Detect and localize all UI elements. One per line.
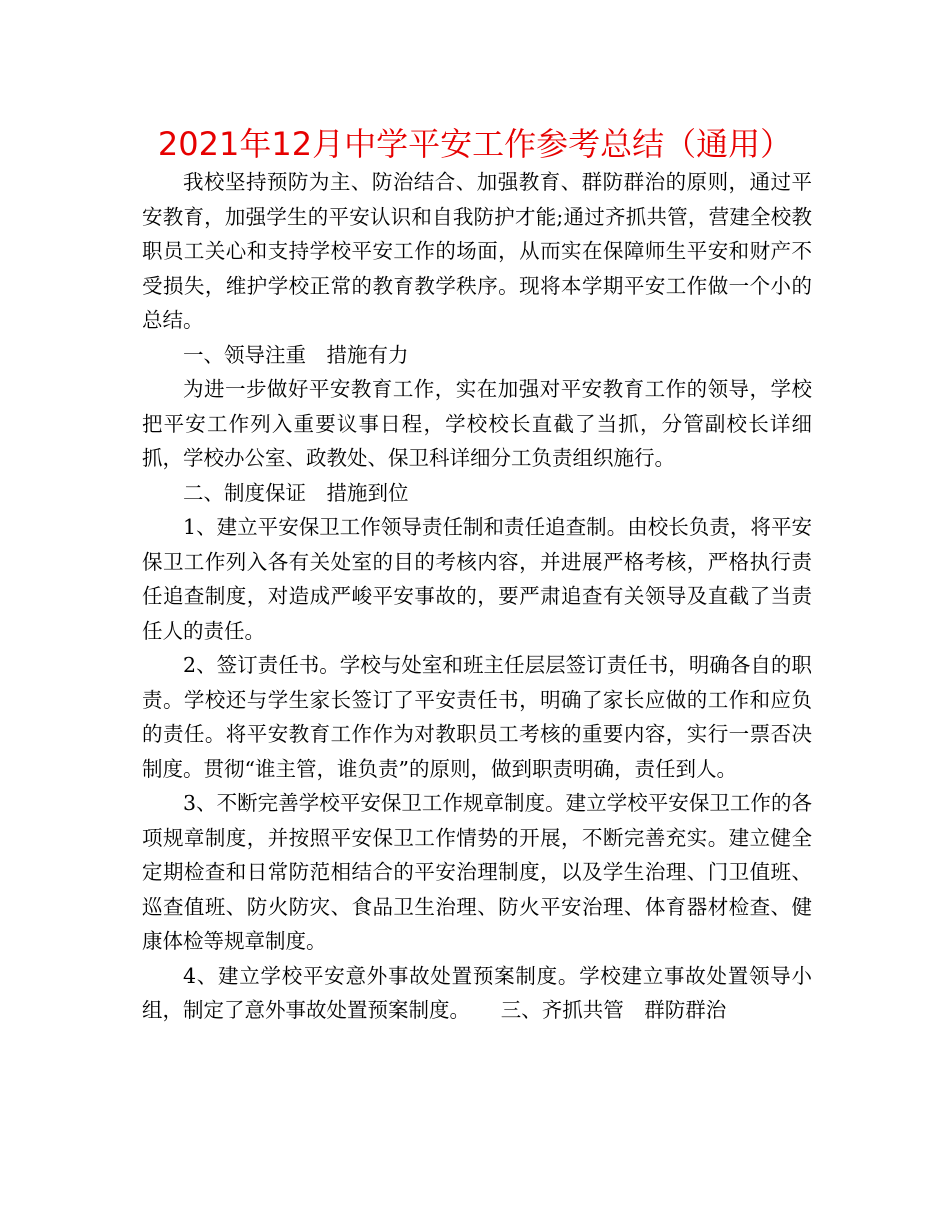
document-body	[142, 165, 812, 1028]
paragraph-item-2: 2、签订责任书。学校与处室和班主任层层签订责任书，明确各自的职责。学校还与学生家长签订了平安责任书，明确了家长应做的工作和应负的责任。将平安教育工作作为对教职员工考核的重要内容，实行一票否决制度。贯彻“谁主管，谁负责”的原则，做到职责明确，责任到人。	[142, 653, 812, 781]
section-heading-2: 二、制度保证 措施到位	[183, 480, 409, 505]
paragraph-intro: 我校坚持预防为主、防治结合、加强教育、群防群治的原则，通过平安教育，加强学生的平安认识和自我防护才能;通过齐抓共管，营建全校教职员工关心和支持学校平安工作的场面，从而实在保障师生平安和财产不受损失，维护学校正常的教育教学秩序。现将本学期平安工作做一个小的总结。	[142, 170, 812, 332]
paragraph-item-1: 1、建立平安保卫工作领导责任制和责任追查制。由校长负责，将平安保卫工作列入各有关处室的目的考核内容，并进展严格考核，严格执行责任追查制度，对造成严峻平安事故的，要严肃追查有关领导及直截了当责任人的责任。	[142, 515, 812, 643]
section-heading-1: 一、领导注重 措施有力	[183, 342, 409, 367]
paragraph-leadership: 为进一步做好平安教育工作，实在加强对平安教育工作的领导，学校把平安工作列入重要议事日程，学校校长直截了当抓，分管副校长详细抓，学校办公室、政教处、保卫科详细分工负责组织施行。	[142, 377, 812, 470]
paragraph-item-3: 3、不断完善学校平安保卫工作规章制度。建立学校平安保卫工作的各项规章制度，并按照平安保卫工作情势的开展，不断完善充实。建立健全定期检查和日常防范相结合的平安治理制度，以及学生治理、门卫值班、巡查值班、防火防灾、食品卫生治理、防火平安治理、体育器材检查、健康体检等规章制度。	[142, 791, 812, 953]
paragraph-item-4: 4、建立学校平安意外事故处置预案制度。学校建立事故处置领导小组，制定了意外事故处置预案制度。 三、齐抓共管 群防群治	[142, 963, 812, 1022]
document-title: 2021年12月中学平安工作参考总结（通用）	[157, 125, 793, 163]
